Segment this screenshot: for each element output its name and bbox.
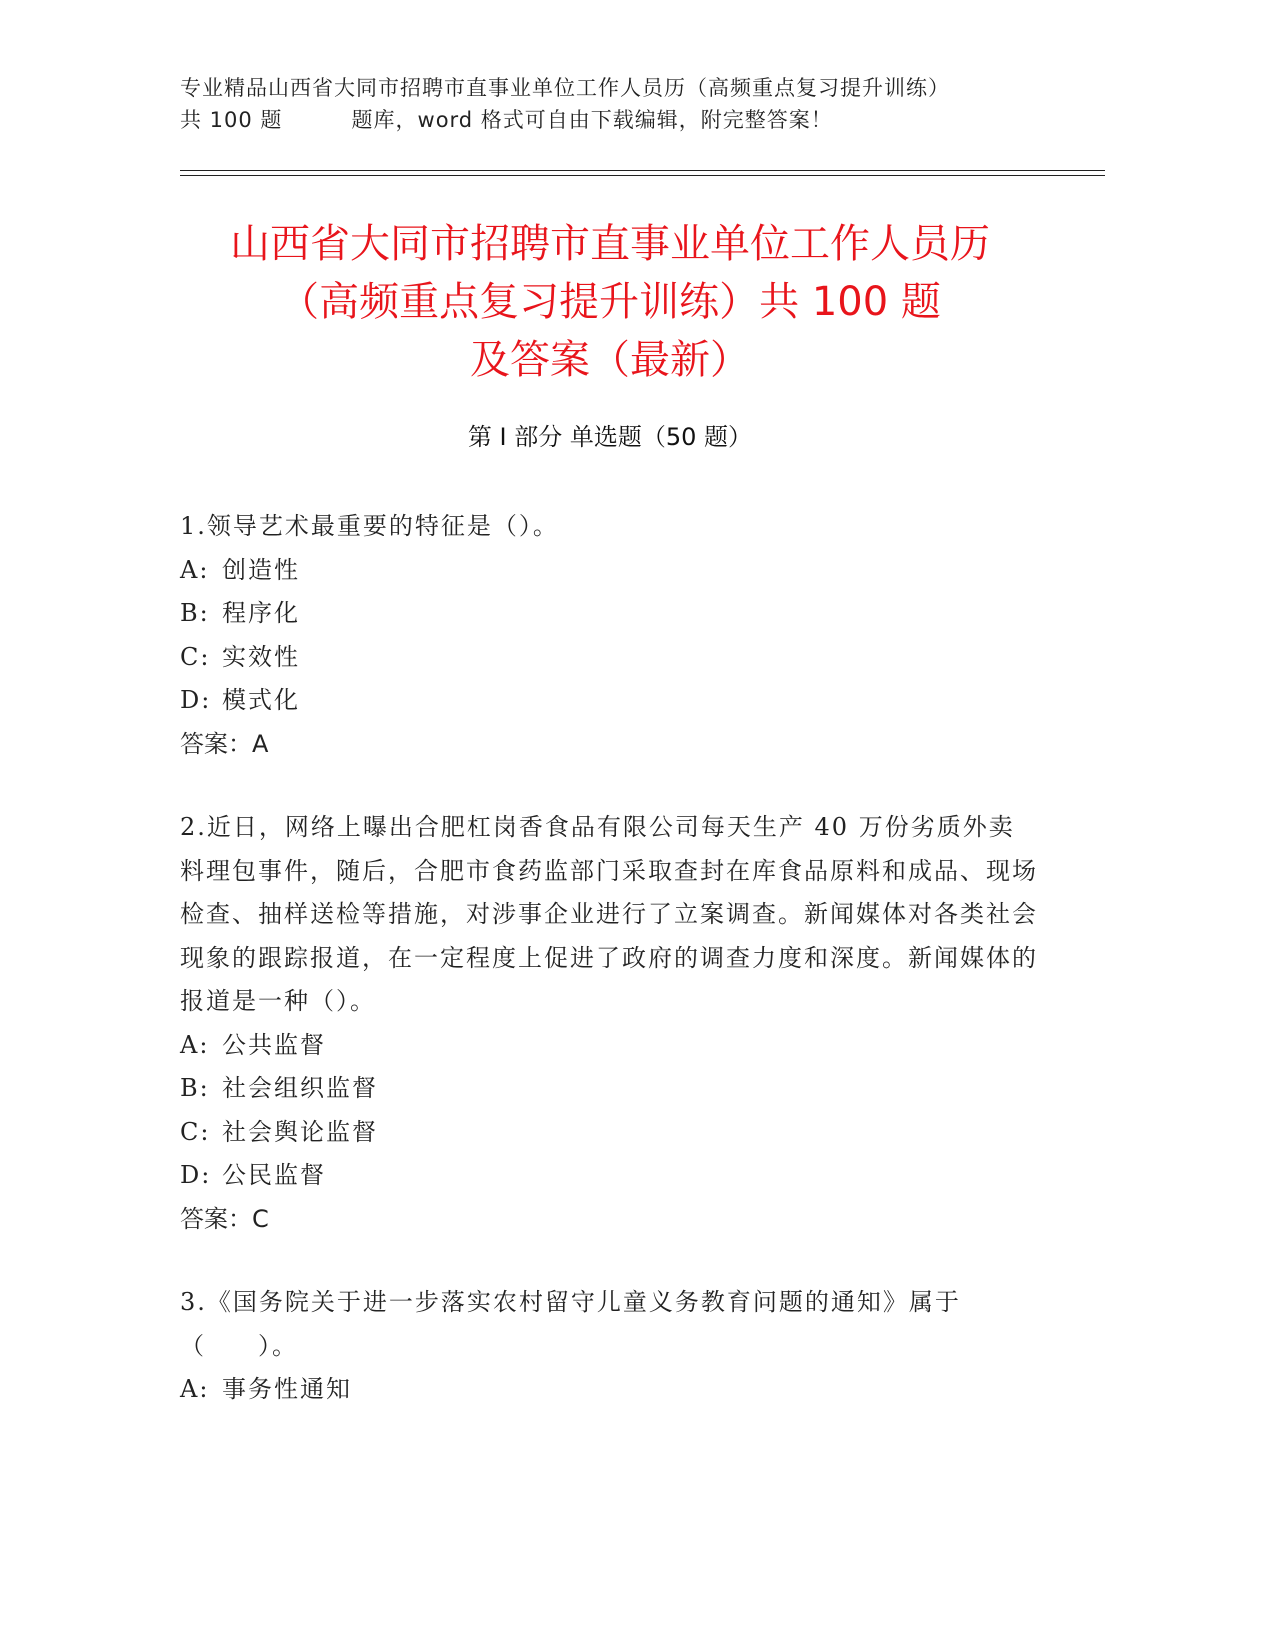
header-line-2 xyxy=(180,104,1040,136)
answer: 答案：A xyxy=(180,729,269,758)
title-line-1: 山西省大同市招聘市直事业单位工作人员历 xyxy=(230,221,990,267)
answer: 答案：C xyxy=(180,1204,269,1233)
option-a: A: 公共监督 xyxy=(180,1030,326,1059)
question-3 xyxy=(180,1281,1040,1412)
option-c: C: 实效性 xyxy=(180,642,300,671)
title-line-2: （高频重点复习提升训练）共 100 题 xyxy=(279,279,941,325)
option-a: A: 事务性通知 xyxy=(180,1375,352,1403)
document-title xyxy=(180,215,1040,389)
option-c: C: 社会舆论监督 xyxy=(180,1117,378,1146)
option-b: B: 程序化 xyxy=(180,599,300,627)
question-2 xyxy=(180,806,1040,1241)
option-b: B: 社会组织监督 xyxy=(180,1074,378,1102)
title-line-3: 及答案（最新） xyxy=(470,337,750,383)
question-stem: 1.领导艺术最重要的特征是（）。 xyxy=(180,512,559,540)
header-description: 题库，word 格式可自由下载编辑，附完整答案！ xyxy=(351,108,833,132)
header-rule-top xyxy=(180,170,1105,171)
question-1 xyxy=(180,505,1040,766)
header-question-count: 共 100 题 xyxy=(180,108,283,132)
option-d: D: 模式化 xyxy=(180,686,300,714)
question-stem: 3.《国务院关于进一步落实农村留守儿童义务教育问题的通知》属于（ ）。 xyxy=(180,1288,961,1360)
header-rule-bottom xyxy=(180,175,1105,176)
question-stem: 2.近日，网络上曝出合肥杠岗香食品有限公司每天生产 40 万份劣质外卖料理包事件，随后，合肥市食药监部门采取查封在库食品原料和成品、现场检查、抽样送检等措施，对涉事企业进行了立案调查。新闻媒体对各类社会现象的跟踪报道，在一定程度上促进了政府的调查力度和深度。新闻媒体的报道是一种（）。 xyxy=(180,813,1038,1015)
page-header xyxy=(180,72,1040,136)
option-d: D: 公民监督 xyxy=(180,1161,326,1189)
option-a: A: 创造性 xyxy=(180,555,300,584)
question-list xyxy=(180,505,1040,1452)
section-title: 第 I 部分 单选题（50 题） xyxy=(467,423,753,451)
header-line-1: 专业精品山西省大同市招聘市直事业单位工作人员历（高频重点复习提升训练） xyxy=(180,76,950,100)
